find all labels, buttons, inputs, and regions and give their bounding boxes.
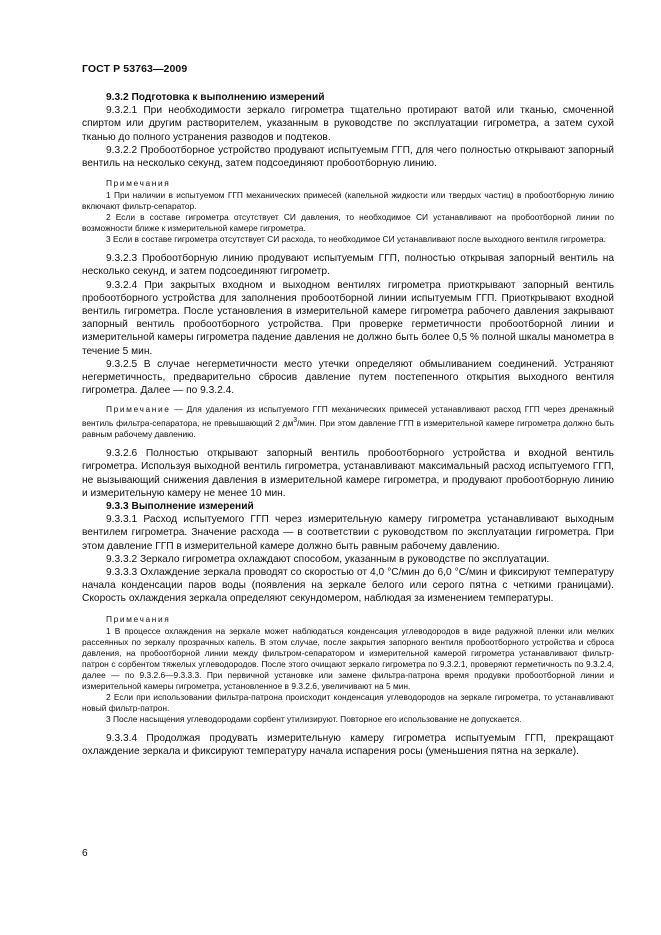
- document-id-header: ГОСТ Р 53763—2009: [82, 63, 188, 75]
- paragraph-9-3-2-3: 9.3.2.3 Пробоотборную линию продувают испытуемым ГГП, полностью открывая запорный вентиль на несколько секунд, и затем подсоединяют гигрометр.: [82, 253, 614, 278]
- paragraph-9-3-2-4: 9.3.2.4 При закрытых входном и выходном вентилях гигрометра приоткрывают запорный вентиль пробоотборного устройства для заполнения пробоотборной линии испытуемым ГГП. Приоткрывают входной вентиль гигрометра. После установления в измерительной камере гигрометра рабочего давления закрывают запорный вентиль пробоотборного устройства. При проверке герметичности пробоотборной линии и измерительной камеры гигрометра падение давления не должно быть более 0,5 % полной шкалы манометра в течение 5 мин.: [82, 279, 614, 357]
- page-content: [82, 91, 614, 758]
- notes-title: Примечания: [106, 178, 171, 189]
- note-item: 2 Если при использовании фильтра-патрона происходит конденсация углеводородов на зеркале гигрометра, то устанавливают новый фильтр-патрон.: [82, 691, 614, 713]
- page-number: 6: [82, 848, 88, 859]
- section-heading-9-3-2: 9.3.2 Подготовка к выполнению измерений: [106, 92, 325, 103]
- note-superscript: 3: [293, 417, 298, 425]
- section-heading-9-3-3: 9.3.3 Выполнение измерений: [106, 501, 254, 513]
- paragraph-9-3-3-4: 9.3.3.4 Продолжая продувать измерительную камеру гигрометра испытуемым ГГП, прекращают охлаждение зеркала и фиксируют температуру начала испарения росы (уменьшения пятна на зеркале).: [82, 732, 614, 757]
- note-item: 1 В процессе охлаждения на зеркале может наблюдаться конденсация углеводородов в виде радужной пленки или мелких рассеянных по зеркалу прозрачных капель. В этом случае, после закрытия запорного вентиля пробоотборного устройства и сброса давления, на пробоотборной линии между фильтром-сепаратором и измерительной камерой гигрометра устанавливают фильтр-патрон с сорбентом тяжелых углеводородов. После этого очищают зеркало гигрометра по 9.3.2.1, проверяют герметичность по 9.3.2.4, далее — по 9.3.2.6—9.3.3.3. При первичной установке или замене фильтра-патрона время продувки пробоотборной линии и измерительной камеры гигрометра, установленное в 9.3.2.6, увеличивают на 5 мин.: [82, 625, 614, 691]
- paragraph-9-3-3-1: 9.3.3.1 Расход испытуемого ГГП через измерительную камеру гигрометра устанавливают выходным вентилем гигрометра. Значение расхода — в соответствии с руководством по эксплуатации гигрометра. При этом давление ГГП в измерительной камере должно быть равным рабочему давлению.: [82, 514, 614, 552]
- paragraph-9-3-3-2: 9.3.3.2 Зеркало гигрометра охлаждают способом, указанным в руководстве по эксплуатации.: [106, 553, 550, 565]
- note-item: 2 Если в составе гигрометра отсутствует СИ давления, то необходимое СИ устанавливают на пробоотборной линии по возможности ближе к измерительной камере гигрометра.: [82, 212, 614, 234]
- paragraph-9-3-2-1: 9.3.2.1 При необходимости зеркало гигрометра тщательно протирают ватой или тканью, смоченной спиртом или другим растворителем, указанным в руководстве по эксплуатации гигрометра, а затем сухой тканью до полного устранения разводов и подтеков.: [82, 105, 614, 143]
- single-note: [82, 404, 614, 440]
- note-text-part-b: /мин. При этом давление ГГП в измерительной камере гигрометра должно быть равным рабочему давлению.: [82, 418, 614, 440]
- paragraph-9-3-2-6: 9.3.2.6 Полностью открывают запорный вентиль пробоотборного устройства и входной вентиль гигрометра. Используя выходной вентиль гигрометра, устанавливают максимальный расход испытуемого ГГП, не вызывающий снижения давления в измерительной камере гигрометра, и продувают пробоотборную линию и измерительную камеру не менее 10 мин.: [82, 448, 614, 499]
- note-label: Примечание: [106, 404, 171, 415]
- paragraph-9-3-3-3: 9.3.3.3 Охлаждение зеркала проводят со скоростью от 4,0 °С/мин до 6,0 °С/мин и фиксируют температуру начала конденсации паров воды (появления на зеркале белого или серого пятна с четкими границами). Скорость охлаждения зеркала определяют секундомером, наблюдая за изменением температуры.: [82, 567, 614, 605]
- note-item: 3 Если в составе гигрометра отсутствует СИ расхода, то необходимое СИ устанавливают после выходного вентиля гигрометра.: [106, 234, 606, 245]
- note-item: 1 При наличии в испытуемом ГГП механических примесей (капельной жидкости или твердых частиц) в пробоотборную линию включают фильтр-сепаратор.: [82, 190, 614, 212]
- paragraph-9-3-2-2: 9.3.2.2 Пробоотборное устройство продувают испытуемым ГГП, для чего полностью открывают запорный вентиль на несколько секунд, затем подсоединяют пробоотборную линию.: [82, 144, 614, 170]
- note-item: 3 После насыщения углеводородами сорбент утилизируют. Повторное его использование не допускается.: [106, 713, 522, 724]
- note-text-part-a: — Для удаления из испытуемого ГГП механических примесей устанавливают расход ГГП через дренажный вентиль фильтра-сепаратора, не превышающий 2 дм: [82, 404, 614, 429]
- paragraph-9-3-2-5: 9.3.2.5 В случае негерметичности место утечки определяют обмыливанием соединений. Устраняют негерметичность, предварительно сбросив давление путем постепенного открытия выходного вентиля гигрометра. Далее — по 9.3.2.4.: [82, 358, 614, 397]
- notes-title: Примечания: [106, 613, 171, 624]
